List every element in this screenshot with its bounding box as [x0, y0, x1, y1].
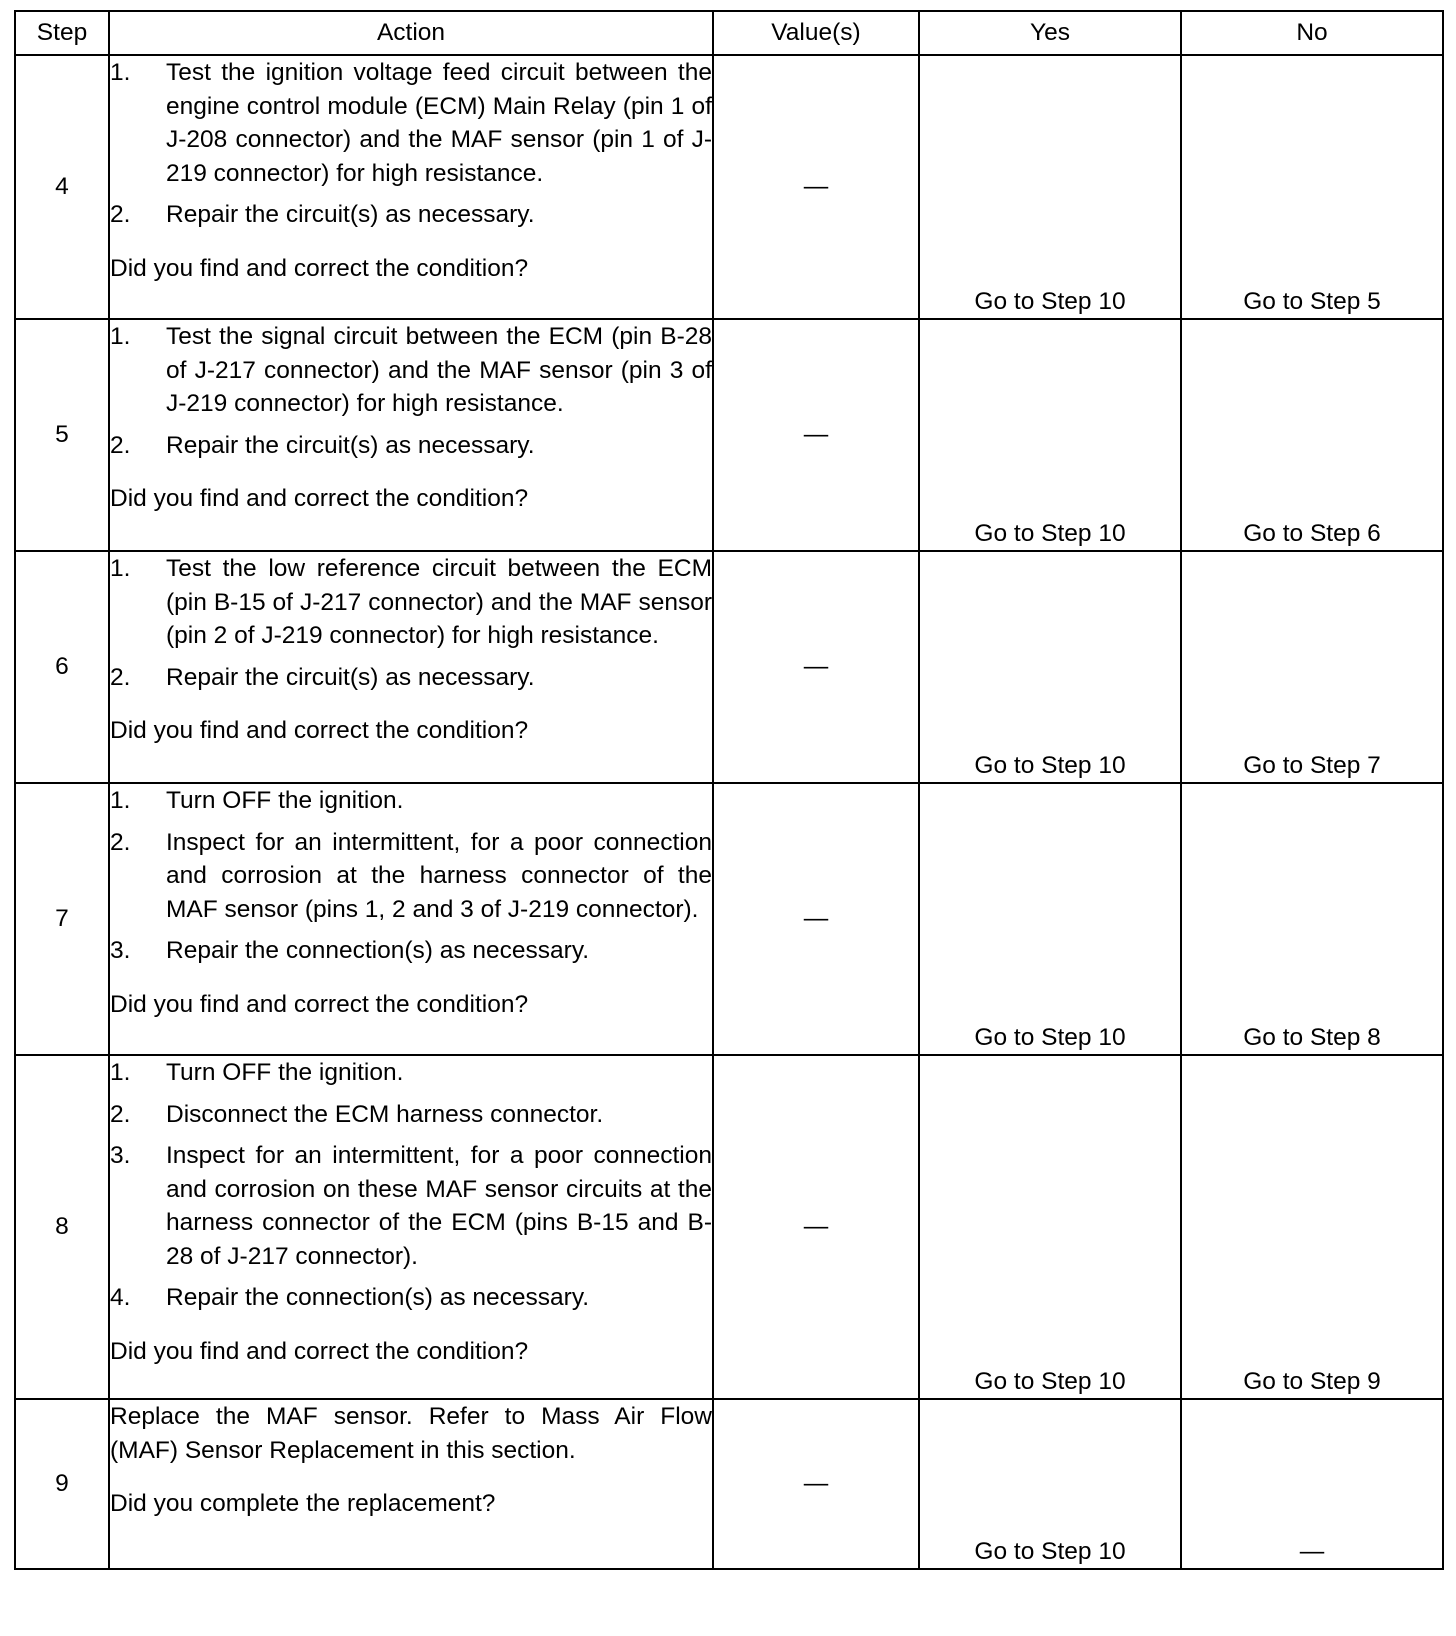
table-row: [15, 1055, 1443, 1399]
value-cell: —: [713, 319, 919, 551]
item-text: Repair the connection(s) as necessary.: [166, 937, 590, 964]
table-row: [15, 55, 1443, 319]
step-number: 6: [15, 551, 109, 783]
item-number: 1.: [110, 1059, 131, 1086]
item-text: Turn OFF the ignition.: [166, 1059, 404, 1086]
value-cell: —: [713, 551, 919, 783]
question-text: Did you find and correct the condition?: [110, 254, 529, 282]
item-text: Inspect for an intermittent, for a poor connection and corrosion at the harness connector of the MAF sensor (pins 1, 2 and 3 of J-219 connector).: [166, 828, 712, 923]
step-number: 9: [15, 1399, 109, 1569]
item-number: 3.: [110, 1142, 131, 1169]
diagnostic-table: [14, 10, 1444, 1570]
value-cell: —: [713, 55, 919, 319]
table-row: [15, 551, 1443, 783]
item-number: 1.: [110, 555, 131, 582]
list-item: [110, 1281, 712, 1315]
header-yes: Yes: [919, 11, 1181, 55]
no-cell: Go to Step 9: [1181, 1055, 1443, 1399]
item-text: Test the low reference circuit between the ECM (pin B-15 of J-217 connector) and the MAF sensor (pin 2 of J-219 connector) for high resistance.: [166, 555, 712, 649]
question-text: Did you find and correct the condition?: [110, 485, 529, 512]
action-cell: [109, 783, 713, 1055]
action-cell: [109, 55, 713, 319]
question-text: Did you find and correct the condition?: [110, 717, 529, 744]
no-cell: Go to Step 7: [1181, 551, 1443, 783]
action-cell: [109, 1055, 713, 1399]
step-number: 5: [15, 319, 109, 551]
item-text: Repair the circuit(s) as necessary.: [166, 201, 535, 228]
item-text: Repair the circuit(s) as necessary.: [166, 431, 535, 459]
item-number: 2.: [110, 201, 131, 228]
action-text: Replace the MAF sensor. Refer to Mass Air Flow (MAF) Sensor Replacement in this section.: [110, 1403, 712, 1464]
list-item: [110, 56, 712, 190]
list-item: [110, 198, 712, 232]
item-number: 2.: [110, 663, 131, 691]
item-text: Repair the circuit(s) as necessary.: [166, 663, 535, 691]
action-cell: [109, 319, 713, 551]
header-no: No: [1181, 11, 1443, 55]
item-text: Repair the connection(s) as necessary.: [166, 1284, 590, 1311]
list-item: [110, 784, 712, 818]
header-step: Step: [15, 11, 109, 55]
item-text: Test the ignition voltage feed circuit between the engine control module (ECM) Main Relay (pin 1 of J-208 connector) and the MAF sensor (pin 1 of J-219 connector) for high resistance.: [166, 59, 712, 187]
step-number: 7: [15, 783, 109, 1055]
no-cell: —: [1181, 1399, 1443, 1569]
item-number: 1.: [110, 59, 131, 86]
action-cell: [109, 1399, 713, 1569]
item-number: 1.: [110, 787, 131, 814]
list-item: [110, 1098, 712, 1132]
step-number: 8: [15, 1055, 109, 1399]
question-text: Did you find and correct the condition?: [110, 990, 529, 1018]
no-cell: Go to Step 6: [1181, 319, 1443, 551]
item-number: 3.: [110, 937, 131, 964]
question-text: Did you find and correct the condition?: [110, 1337, 529, 1365]
item-text: Turn OFF the ignition.: [166, 787, 404, 814]
table-row: [15, 783, 1443, 1055]
yes-cell: Go to Step 10: [919, 551, 1181, 783]
no-cell: Go to Step 8: [1181, 783, 1443, 1055]
item-number: 4.: [110, 1284, 131, 1311]
table-row: [15, 1399, 1443, 1569]
item-number: 2.: [110, 828, 131, 856]
value-cell: —: [713, 1055, 919, 1399]
table-row: [15, 319, 1443, 551]
yes-cell: Go to Step 10: [919, 1055, 1181, 1399]
item-text: Test the signal circuit between the ECM (pin B-28 of J-217 connector) and the MAF sensor (pin 3 of J-219 connector) for high resistance.: [166, 323, 712, 417]
step-number: 4: [15, 55, 109, 319]
action-cell: [109, 551, 713, 783]
yes-cell: Go to Step 10: [919, 783, 1181, 1055]
list-item: [110, 934, 712, 968]
value-cell: —: [713, 1399, 919, 1569]
value-cell: —: [713, 783, 919, 1055]
header-action: Action: [109, 11, 713, 55]
item-number: 2.: [110, 431, 131, 459]
list-item: [110, 826, 712, 927]
yes-cell: Go to Step 10: [919, 319, 1181, 551]
header-values: Value(s): [713, 11, 919, 55]
list-item: [110, 320, 712, 421]
item-number: 1.: [110, 323, 131, 350]
item-number: 2.: [110, 1100, 131, 1128]
header-row: [15, 11, 1443, 55]
item-text: Disconnect the ECM harness connector.: [166, 1100, 604, 1128]
list-item: [110, 429, 712, 463]
yes-cell: Go to Step 10: [919, 55, 1181, 319]
yes-cell: Go to Step 10: [919, 1399, 1181, 1569]
item-text: Inspect for an intermittent, for a poor connection and corrosion on these MAF sensor circuits at the harness connector of the ECM (pins B-15 and B-28 of J-217 connector).: [166, 1142, 712, 1270]
list-item: [110, 661, 712, 695]
list-item: [110, 1056, 712, 1090]
no-cell: Go to Step 5: [1181, 55, 1443, 319]
list-item: [110, 1139, 712, 1273]
list-item: [110, 552, 712, 653]
question-text: Did you complete the replacement?: [110, 1490, 496, 1517]
